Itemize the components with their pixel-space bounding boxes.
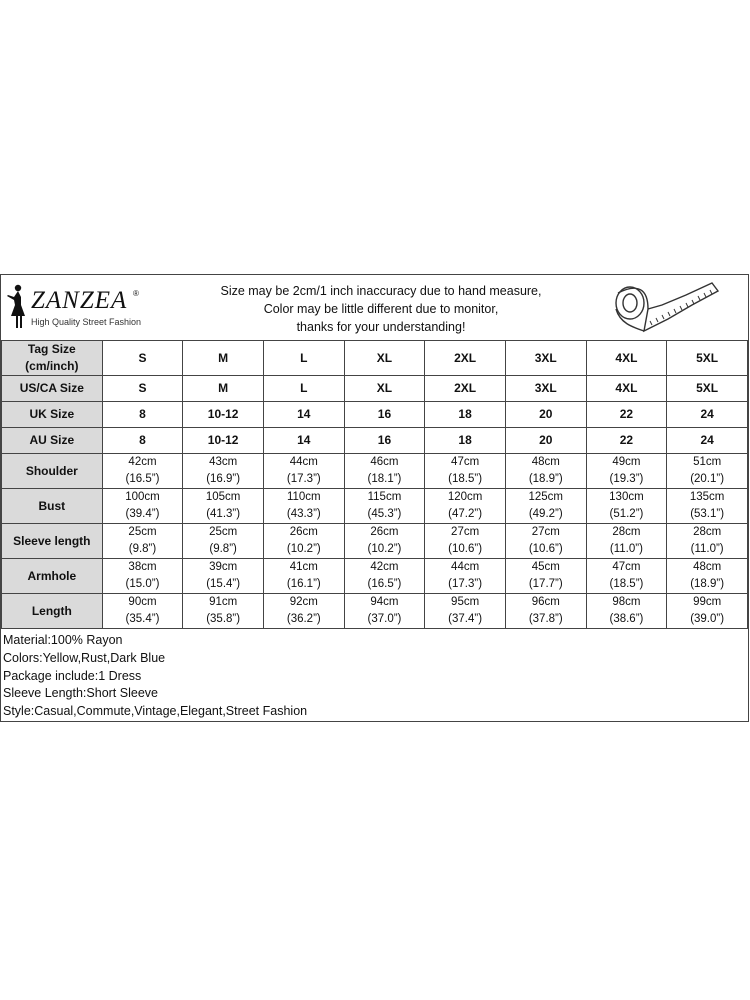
cm-value: 27cm (531, 526, 560, 538)
inch-value: (38.6”) (609, 613, 644, 625)
cm-value: 98cm (612, 596, 641, 608)
size-cell: 16 (344, 428, 425, 454)
cm-value: 48cm (531, 456, 560, 468)
measurement-cell (263, 559, 344, 594)
size-cell: 2XL (425, 376, 506, 402)
measurement-cell (102, 524, 183, 559)
size-cell: 18 (425, 428, 506, 454)
cm-value: 95cm (451, 596, 480, 608)
inch-value: (18.9”) (690, 578, 725, 590)
cm-value: 26cm (370, 526, 399, 538)
measurement-cell (102, 454, 183, 489)
table-row (2, 559, 748, 594)
measurement-cell (263, 594, 344, 629)
cm-value: 130cm (609, 491, 644, 503)
inch-value: (18.1”) (367, 473, 402, 485)
measurement-cell (667, 594, 748, 629)
size-chart (0, 274, 749, 722)
cm-value: 96cm (531, 596, 560, 608)
size-cell: 20 (505, 402, 586, 428)
measurement-cell (425, 489, 506, 524)
measurement-cell (263, 454, 344, 489)
inch-value: (18.9”) (528, 473, 563, 485)
cm-value: 110cm (286, 491, 321, 503)
measurement-cell (425, 454, 506, 489)
inch-value: (16.9”) (206, 473, 241, 485)
cm-value: 42cm (370, 561, 399, 573)
size-cell: 4XL (586, 376, 667, 402)
row-label: Bust (2, 489, 103, 524)
measurement-cell (586, 524, 667, 559)
cm-value: 120cm (447, 491, 483, 503)
size-cell: 3XL (505, 376, 586, 402)
measurement-cell (344, 524, 425, 559)
brand-logo (5, 283, 155, 333)
inch-value: (37.8”) (528, 613, 563, 625)
cm-value: 42cm (128, 456, 157, 468)
measurement-cell (586, 454, 667, 489)
size-cell: 18 (425, 402, 506, 428)
size-cell: 20 (505, 428, 586, 454)
inch-value: (41.3”) (206, 508, 241, 520)
measurement-cell (263, 489, 344, 524)
inch-value: (36.2”) (286, 613, 321, 625)
brand-tagline: High Quality Street Fashion (31, 317, 142, 327)
inch-value: (51.2”) (609, 508, 644, 520)
inch-value: (18.5”) (609, 578, 644, 590)
inch-value: (37.4”) (448, 613, 483, 625)
measurement-cell (505, 489, 586, 524)
size-cell: L (263, 341, 344, 376)
measurement-cell (183, 454, 264, 489)
cm-value: 28cm (612, 526, 641, 538)
measurement-cell (183, 559, 264, 594)
measurement-cell (183, 594, 264, 629)
cm-value: 105cm (205, 491, 241, 503)
inch-value: (35.8”) (206, 613, 241, 625)
brand-name: ZANZEA (31, 287, 128, 314)
measurement-cell (667, 489, 748, 524)
chart-header (1, 275, 748, 341)
inch-value: (53.1”) (690, 508, 725, 520)
cm-value: 51cm (693, 456, 722, 468)
table-row (2, 376, 748, 402)
measurement-cell (102, 559, 183, 594)
measurement-cell (505, 594, 586, 629)
size-cell: 14 (263, 428, 344, 454)
detail-material: Material:100% Rayon (3, 633, 123, 647)
cm-value: 115cm (367, 491, 402, 503)
registered-mark: ® (133, 289, 139, 298)
inch-value: (10.6”) (528, 543, 563, 555)
inch-value: (39.0”) (690, 613, 725, 625)
measurement-cell (667, 454, 748, 489)
inch-value: (16.1”) (286, 578, 321, 590)
size-cell: M (183, 376, 264, 402)
inch-value: (10.2”) (367, 543, 402, 555)
cm-value: 92cm (289, 596, 318, 608)
cm-value: 125cm (528, 491, 564, 503)
inch-value: (47.2”) (448, 508, 483, 520)
size-cell: L (263, 376, 344, 402)
table-row (2, 454, 748, 489)
inch-value: (19.3”) (609, 473, 644, 485)
measurement-cell (667, 524, 748, 559)
fashion-model-silhouette-icon (5, 283, 29, 329)
measuring-tape-icon (608, 279, 723, 337)
inch-value: (37.0”) (367, 613, 402, 625)
measurement-cell (505, 454, 586, 489)
detail-package: Package include:1 Dress (3, 668, 142, 683)
table-row (2, 402, 748, 428)
size-cell: 10-12 (183, 428, 264, 454)
notice-line: Color may be little different due to monitor, (263, 302, 499, 316)
size-cell: 4XL (586, 341, 667, 376)
inch-value: (15.4”) (206, 578, 241, 590)
row-label: UK Size (2, 402, 103, 428)
inch-value: (10.6”) (448, 543, 483, 555)
cm-value: 99cm (693, 596, 722, 608)
cm-value: 47cm (612, 561, 641, 573)
cm-value: 27cm (451, 526, 480, 538)
row-label: Armhole (2, 559, 103, 594)
size-cell: 22 (586, 402, 667, 428)
cm-value: 25cm (128, 526, 157, 538)
cm-value: 47cm (451, 456, 480, 468)
size-cell: S (102, 376, 183, 402)
inch-value: (17.3”) (286, 473, 321, 485)
size-table (1, 340, 748, 629)
size-cell: 5XL (667, 376, 748, 402)
inch-value: (17.7”) (528, 578, 563, 590)
cm-value: 46cm (370, 456, 399, 468)
cm-value: 43cm (209, 456, 238, 468)
detail-sleeve-length: Sleeve Length:Short Sleeve (3, 686, 158, 701)
detail-colors: Colors:Yellow,Rust,Dark Blue (3, 650, 166, 665)
size-cell: 8 (102, 402, 183, 428)
size-cell: XL (344, 341, 425, 376)
size-cell: 24 (667, 428, 748, 454)
table-row (2, 428, 748, 454)
measurement-cell (263, 524, 344, 559)
measurement-cell (344, 454, 425, 489)
measurement-cell (586, 489, 667, 524)
inch-value: (10.2”) (286, 543, 321, 555)
size-cell: 14 (263, 402, 344, 428)
measurement-cell (586, 594, 667, 629)
measurement-cell (102, 594, 183, 629)
measurement-cell (344, 594, 425, 629)
inch-value: (39.4”) (125, 508, 160, 520)
inch-value: (35.4”) (125, 613, 160, 625)
measurement-cell (102, 489, 183, 524)
inch-value: (11.0”) (690, 543, 724, 555)
product-details (3, 632, 307, 721)
inch-value: (9.8”) (209, 543, 237, 555)
size-cell: 16 (344, 402, 425, 428)
inch-value: (11.0”) (609, 543, 643, 555)
table-row (2, 524, 748, 559)
size-cell: 5XL (667, 341, 748, 376)
cm-value: 44cm (289, 456, 318, 468)
measurement-cell (344, 559, 425, 594)
inch-value: (9.8”) (128, 543, 157, 555)
inch-value: (20.1”) (690, 473, 725, 485)
measurement-cell (667, 559, 748, 594)
detail-style: Style:Casual,Commute,Vintage,Elegant,Street Fashion (3, 704, 308, 719)
cm-value: 48cm (693, 561, 722, 573)
inch-value: (43.3”) (286, 508, 321, 520)
inch-value: (16.5”) (367, 578, 402, 590)
row-label: AU Size (2, 428, 103, 454)
cm-value: 49cm (612, 456, 641, 468)
size-cell: 8 (102, 428, 183, 454)
inch-value: (49.2”) (528, 508, 563, 520)
measurement-cell (586, 559, 667, 594)
cm-value: 94cm (370, 596, 399, 608)
inch-value: (45.3”) (367, 508, 402, 520)
measurement-cell (183, 524, 264, 559)
notice-line: thanks for your understanding! (296, 320, 466, 334)
size-cell: XL (344, 376, 425, 402)
cm-value: 90cm (128, 596, 157, 608)
measurement-cell (505, 524, 586, 559)
cm-value: 28cm (693, 526, 722, 538)
cm-value: 38cm (128, 561, 157, 573)
size-cell: 22 (586, 428, 667, 454)
cm-value: 39cm (209, 561, 238, 573)
size-cell: 10-12 (183, 402, 264, 428)
inch-value: (17.3”) (448, 578, 483, 590)
cm-value: 26cm (289, 526, 318, 538)
table-row (2, 489, 748, 524)
size-cell: 3XL (505, 341, 586, 376)
size-cell: M (183, 341, 264, 376)
cm-value: 91cm (209, 596, 238, 608)
row-label: US/CA Size (2, 376, 103, 402)
size-cell: S (102, 341, 183, 376)
inch-value: (16.5”) (125, 473, 160, 485)
measurement-cell (425, 594, 506, 629)
measurement-cell (183, 489, 264, 524)
measurement-cell (425, 524, 506, 559)
measurement-notice (176, 282, 586, 336)
measurement-cell (505, 559, 586, 594)
measurement-cell (425, 559, 506, 594)
row-label: Tag Size (cm/inch) (2, 341, 103, 376)
cm-value: 100cm (125, 491, 160, 503)
notice-line: Size may be 2cm/1 inch inaccuracy due to hand measure, (220, 284, 542, 298)
size-cell: 2XL (425, 341, 506, 376)
inch-value: (18.5”) (448, 473, 483, 485)
row-label: Length (2, 594, 103, 629)
table-row (2, 594, 748, 629)
cm-value: 41cm (289, 561, 318, 573)
table-row (2, 341, 748, 376)
measurement-cell (344, 489, 425, 524)
cm-value: 25cm (209, 526, 238, 538)
cm-value: 135cm (689, 491, 725, 503)
cm-value: 44cm (451, 561, 480, 573)
row-label: Sleeve length (2, 524, 103, 559)
row-label: Shoulder (2, 454, 103, 489)
size-cell: 24 (667, 402, 748, 428)
inch-value: (15.0”) (125, 578, 160, 590)
cm-value: 45cm (531, 561, 560, 573)
